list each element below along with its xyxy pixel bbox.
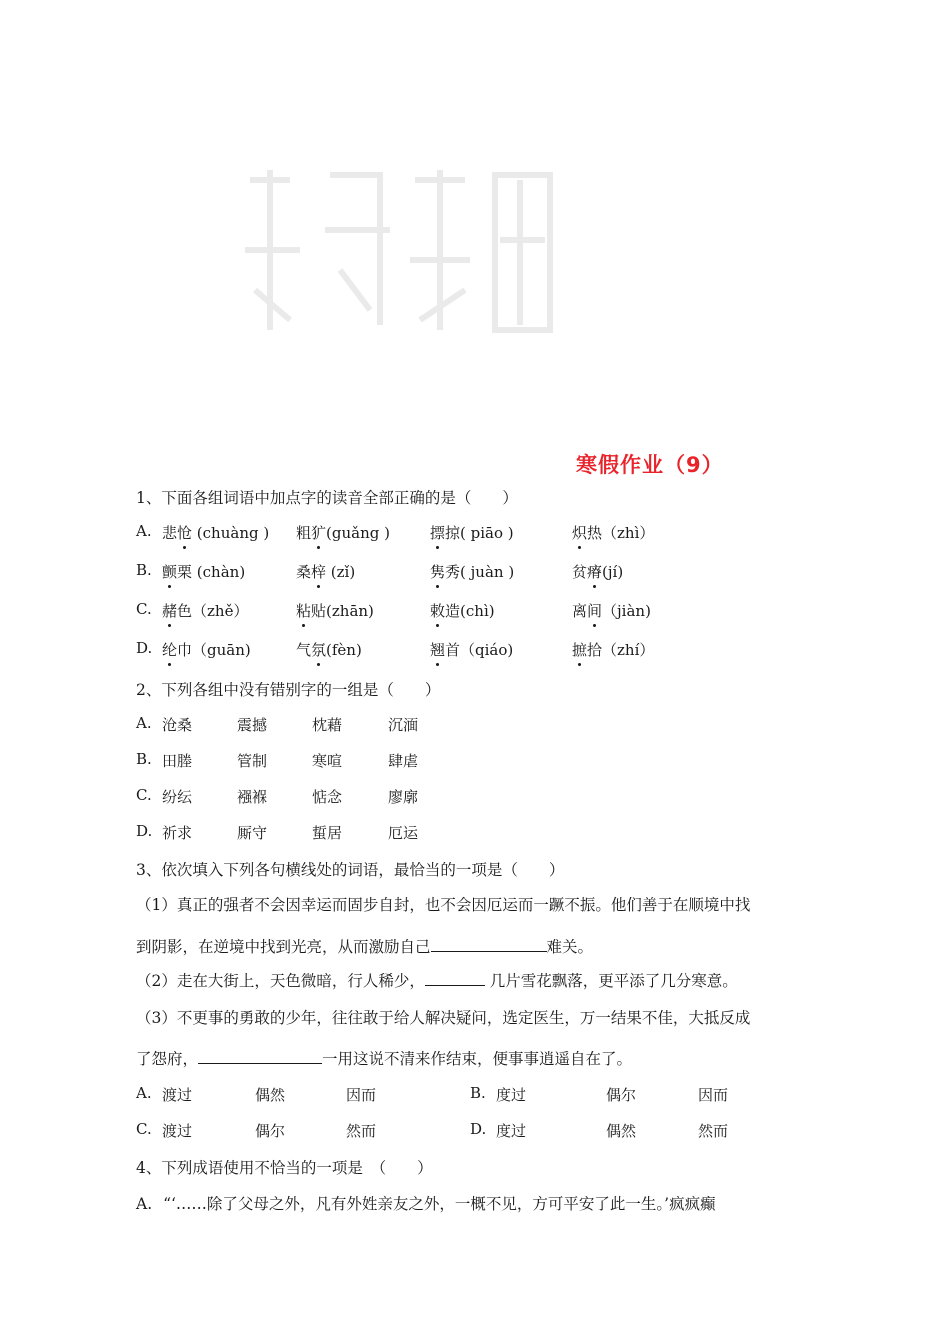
- q1-item-post: 色: [177, 602, 193, 620]
- q1-item-dotted-char: 粘: [296, 602, 312, 620]
- q1-item-pre: 桑: [296, 563, 312, 581]
- q3-sentence-1b-pre: 到阴影，在逆境中找到光亮，从而激励自己: [136, 938, 431, 956]
- q2-option-word: 震撼: [237, 716, 268, 734]
- q1-item-pinyin: （zhì）: [602, 524, 655, 542]
- q3-sentence-3b: [136, 1047, 816, 1069]
- q3-option-label: A.: [136, 1084, 152, 1102]
- q2-option-label: A.: [136, 714, 152, 732]
- q1-item-post: 栗: [177, 563, 193, 581]
- q3-sentence-2-pre: （2）走在大街上，天色微暗，行人稀少，: [136, 972, 425, 990]
- q1-item-pinyin: （qiáo): [460, 641, 514, 659]
- q2-option-word: 纷纭: [162, 788, 193, 806]
- q1-option-item: [430, 561, 514, 582]
- q3-sentence-3b-pre: 了怨府，: [136, 1050, 199, 1068]
- q4-option-a-label: A.: [136, 1195, 153, 1213]
- q1-option-label: D.: [136, 639, 153, 657]
- q2-option-word: 厮守: [237, 824, 268, 842]
- q2-option-word: 蜇居: [312, 824, 343, 842]
- answer-blank-2[interactable]: [425, 969, 485, 986]
- q1-item-post: 贴: [311, 602, 327, 620]
- q2-option-label: D.: [136, 822, 153, 840]
- q1-item-dotted-char: 隽: [430, 563, 446, 581]
- q1-option-item: [296, 600, 374, 621]
- question-4-stem: 4、下列成语使用不恰当的一项是 （ ）: [136, 1159, 433, 1177]
- q3-sentence-2-post: 几片雪花飘落，更平添了几分寒意。: [484, 972, 738, 990]
- q1-item-pre: 粗: [296, 524, 312, 542]
- q1-item-post: 热: [587, 524, 603, 542]
- question-1-stem: 1、下面各组词语中加点字的读音全部正确的是（ ）: [136, 489, 518, 507]
- q1-option-item: [296, 639, 362, 660]
- q1-option-label: C.: [136, 600, 152, 618]
- q2-option-word: 襁褓: [237, 788, 268, 806]
- q1-option-item: [162, 600, 248, 621]
- q1-option-item: [162, 522, 269, 543]
- q1-option-item: [430, 600, 495, 621]
- q1-item-pinyin: (fèn): [326, 641, 362, 659]
- q1-item-dotted-char: 梓: [311, 563, 327, 581]
- q3-option-label: C.: [136, 1120, 152, 1138]
- q3-sentence-3b-post: 一用这说不清来作结束，便事事逍遥自在了。: [322, 1050, 633, 1068]
- q1-item-post: 秀: [445, 563, 461, 581]
- q2-option-word: 肆虐: [388, 752, 419, 770]
- q1-item-pinyin: (guǎng ): [326, 524, 390, 542]
- q1-item-dotted-char: 颤: [162, 563, 178, 581]
- q1-item-dotted-char: 赭: [162, 602, 178, 620]
- q3-option-word: 然而: [698, 1122, 729, 1140]
- q1-option-item: [430, 639, 513, 660]
- q3-sentence-1b: [136, 935, 816, 957]
- q1-item-dotted-char: 间: [587, 602, 603, 620]
- q3-option-word: 度过: [496, 1086, 527, 1104]
- q2-option-word: 沉湎: [388, 716, 419, 734]
- q1-item-dotted-char: 摭: [572, 641, 588, 659]
- q1-item-pinyin: (zǐ): [326, 563, 356, 581]
- q2-option-word: 沧桑: [162, 716, 193, 734]
- q1-option-label: A.: [136, 522, 152, 540]
- q1-item-post: 巾: [177, 641, 193, 659]
- q3-option-word: 然而: [346, 1122, 377, 1140]
- q1-item-dotted-char: 炽: [572, 524, 588, 542]
- q3-option-label: D.: [470, 1120, 487, 1138]
- q3-option-word: 因而: [698, 1086, 729, 1104]
- q3-option-word: 因而: [346, 1086, 377, 1104]
- q1-item-dotted-char: 氛: [311, 641, 327, 659]
- q1-option-item: [430, 522, 514, 543]
- q2-option-word: 惦念: [312, 788, 343, 806]
- q1-item-dotted-char: 犷: [311, 524, 327, 542]
- q3-option-word: 渡过: [162, 1086, 193, 1104]
- q1-item-pinyin: (chuàng ): [192, 524, 270, 542]
- answer-blank-3[interactable]: [198, 1047, 322, 1064]
- q1-item-pinyin: (zhān): [326, 602, 374, 620]
- q2-option-word: 祈求: [162, 824, 193, 842]
- q1-item-post: 首: [445, 641, 461, 659]
- q2-option-word: 管制: [237, 752, 268, 770]
- q1-item-pinyin: （zhě）: [192, 602, 249, 620]
- q1-item-post: 掠: [445, 524, 461, 542]
- q1-option-item: [296, 522, 390, 543]
- q2-option-label: B.: [136, 750, 152, 768]
- q3-sentence-3a: （3）不更事的勇敢的少年，往往敢于给人解决疑问，选定医生，万一结果不佳，大抵反成: [136, 1009, 751, 1027]
- q1-item-pre: 悲: [162, 524, 178, 542]
- q1-item-dotted-char: 摽: [430, 524, 446, 542]
- q1-option-item: [572, 600, 651, 621]
- q3-option-word: 偶尔: [255, 1122, 286, 1140]
- q3-option-word: 渡过: [162, 1122, 193, 1140]
- q1-item-pinyin: ( piāo ): [460, 524, 514, 542]
- q3-option-word: 度过: [496, 1122, 527, 1140]
- q1-option-item: [162, 561, 245, 582]
- q1-item-dotted-char: 瘠: [587, 563, 603, 581]
- q1-option-item: [572, 522, 654, 543]
- q3-sentence-2: [136, 969, 816, 991]
- q1-item-pre: 气: [296, 641, 312, 659]
- q1-item-pinyin: ( juàn ): [460, 563, 515, 581]
- q4-option-a-text: “‘……除了父母之外，凡有外姓亲友之外，一概不见，方可平安了此一生。’疯疯癫: [163, 1195, 716, 1213]
- q1-item-post: 拾: [587, 641, 603, 659]
- q2-option-word: 枕藉: [312, 716, 343, 734]
- question-2-stem: 2、下列各组中没有错别字的一组是（ ）: [136, 681, 441, 699]
- q1-option-label: B.: [136, 561, 152, 579]
- q1-item-pre: 贫: [572, 563, 588, 581]
- answer-blank-1[interactable]: [431, 935, 547, 952]
- q1-item-pinyin: （guān): [192, 641, 251, 659]
- q1-option-item: [572, 561, 623, 582]
- page-title: 寒假作业（9）: [576, 453, 724, 477]
- q1-item-pinyin: (chàn): [192, 563, 246, 581]
- q1-item-dotted-char: 纶: [162, 641, 178, 659]
- q1-item-post: 造: [445, 602, 461, 620]
- question-3-stem: 3、依次填入下列各句横线处的词语，最恰当的一项是（ ）: [136, 861, 565, 879]
- q1-item-pinyin: (jí): [602, 563, 624, 581]
- q3-option-word: 偶尔: [606, 1086, 637, 1104]
- q1-item-pre: 离: [572, 602, 588, 620]
- q3-option-word: 偶然: [606, 1122, 637, 1140]
- q1-item-dotted-char: 敕: [430, 602, 446, 620]
- q2-option-word: 寒喧: [312, 752, 343, 770]
- q1-option-item: [296, 561, 355, 582]
- watermark-logo: [230, 150, 570, 350]
- q3-sentence-1b-post: 难关。: [546, 938, 594, 956]
- q1-option-item: [572, 639, 654, 660]
- q1-item-pinyin: (chì): [460, 602, 495, 620]
- q2-option-label: C.: [136, 786, 152, 804]
- q1-item-dotted-char: 翘: [430, 641, 446, 659]
- q1-item-pinyin: （jiàn): [602, 602, 651, 620]
- q3-sentence-1a: （1）真正的强者不会因幸运而固步自封，也不会因厄运而一蹶不振。他们善于在顺境中找: [136, 896, 751, 914]
- q3-option-label: B.: [470, 1084, 486, 1102]
- q3-option-word: 偶然: [255, 1086, 286, 1104]
- q1-item-dotted-char: 怆: [177, 524, 193, 542]
- q1-option-item: [162, 639, 251, 660]
- q4-option-a: [136, 1192, 716, 1214]
- q1-item-pinyin: （zhí）: [602, 641, 655, 659]
- q2-option-word: 厄运: [388, 824, 419, 842]
- q2-option-word: 廖廓: [388, 788, 419, 806]
- q2-option-word: 田塍: [162, 752, 193, 770]
